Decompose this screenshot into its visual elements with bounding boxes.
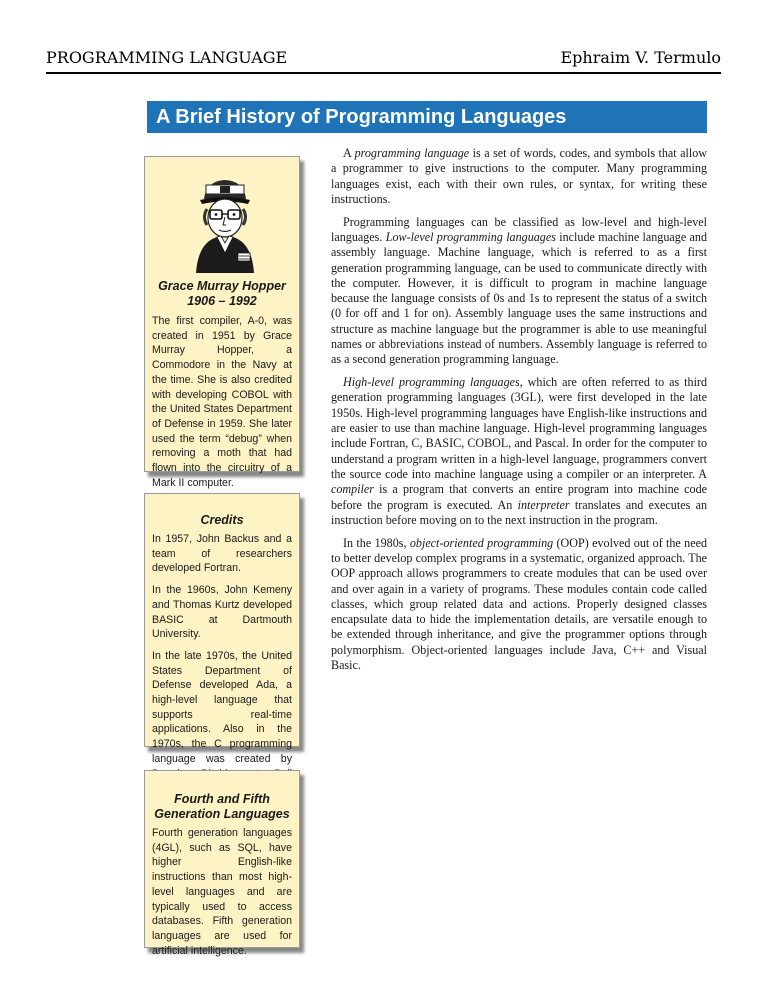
term-compiler: compiler xyxy=(331,482,374,497)
credits-sidebar xyxy=(144,493,300,765)
term-programming-language: programming language xyxy=(354,146,470,160)
generations-sidebar xyxy=(144,770,300,957)
header-author: Ephraim V. Termulo xyxy=(560,48,721,67)
credits-paragraph: In the 1960s, John Kemeny and Thomas Kurtz developed BASIC at Dartmouth University. xyxy=(152,584,292,641)
generations-title-line2: Generation Languages xyxy=(154,807,290,821)
hopper-years: 1906 – 1992 xyxy=(187,294,257,308)
paragraph-definition: A programming language is a set of words, codes, and symbols that allow a programmer to give instructions to the computer. Many programming languages exist, each with their own rules, or syntax, for writing these instructions. xyxy=(331,146,708,206)
main-body-text xyxy=(331,146,707,681)
term-low-level: Low-level programming languages xyxy=(385,229,556,244)
running-header xyxy=(46,48,721,72)
hopper-portrait-icon xyxy=(190,173,260,273)
term-interpreter: interpreter xyxy=(517,497,570,512)
paragraph-high-level: High-level programming languages, which are often referred to as third generation programming languages (3GL), were first developed in the late 1950s. High-level programming languages have English-like instructions and are easier to use than machine language. High-level programming languages include Fortran, C, BASIC, COBOL, and Pascal. In order for the computer to understand a program written in a high-level language, programmers convert the source code into machine language using a compiler or an interpreter. A compiler is a program that converts an entire program into machine code before the program is executed. An interpreter translates and executes an instruction before moving on to the next instruction in the program. xyxy=(331,375,708,527)
paragraph-low-level: Programming languages can be classified as low-level and high-level languages. Low-level programming languages include machine language and assembly language. Machine language, which is referred to as a first generation programming language, can be used to communicate directly with the computer. However, it is difficult to program in machine language because the language consists of 0s and 1s to represent the status of a switch (0 for off and 1 for on). Assembly language uses the same instructions and structure as machine language but the programmer is able to use meaningful names or abbreviations instead of numbers. Assembly language is referred to as a second generation programming language. xyxy=(331,214,707,367)
chapter-banner: A Brief History of Programming Languages xyxy=(147,101,707,133)
credits-title: Credits xyxy=(200,513,244,527)
credits-paragraph: In the late 1970s, the United States Department of Defense developed Ada, a high-level language that supports real-time applications. Also in the 1970s, the C programming language was created by xyxy=(152,649,292,765)
hopper-bio: The first compiler, A-0, was created in 1951 by Grace Murray Hopper, a Commodore in the Navy at the time. She is also credited with developing COBOL with the United States Department of Defense in 1959. She later used the term “debug” when removing a moth that had flown into the circuitry of a Mark II computer. xyxy=(152,315,292,489)
header-course-title: PROGRAMMING LANGUAGE xyxy=(46,48,288,67)
hopper-name: Grace Murray Hopper xyxy=(158,279,286,293)
header-rule xyxy=(46,72,721,74)
generations-title-line1: Fourth and Fifth xyxy=(174,792,270,806)
credits-paragraph: In 1957, John Backus and a team of researchers developed Fortran. xyxy=(152,533,292,575)
paragraph-oop: In the 1980s, object-oriented programming (OOP) evolved out of the need to better develop complex programs in a systematic, organized approach. The OOP approach allows programmers to create modules that can be used over and over again in a variety of programs. These modules contain code called classes, which group related data and actions. Properly designed classes encapsulate data to hide the implementation details, are versatile enough to be extended through inheritance, and give the programmer options through polymorphism. Object-oriented languages include Java, C++ and Visual Basic. xyxy=(331,535,707,672)
term-high-level: High-level programming languages xyxy=(343,375,520,390)
hopper-sidebar xyxy=(144,156,300,489)
term-oop: object-oriented programming xyxy=(409,535,554,550)
generations-body: Fourth generation languages (4GL), such as SQL, have higher English-like instructions than most high-level languages and are typically used to access databases. Fifth generation languages are used for artificial intelligence. xyxy=(152,827,292,957)
